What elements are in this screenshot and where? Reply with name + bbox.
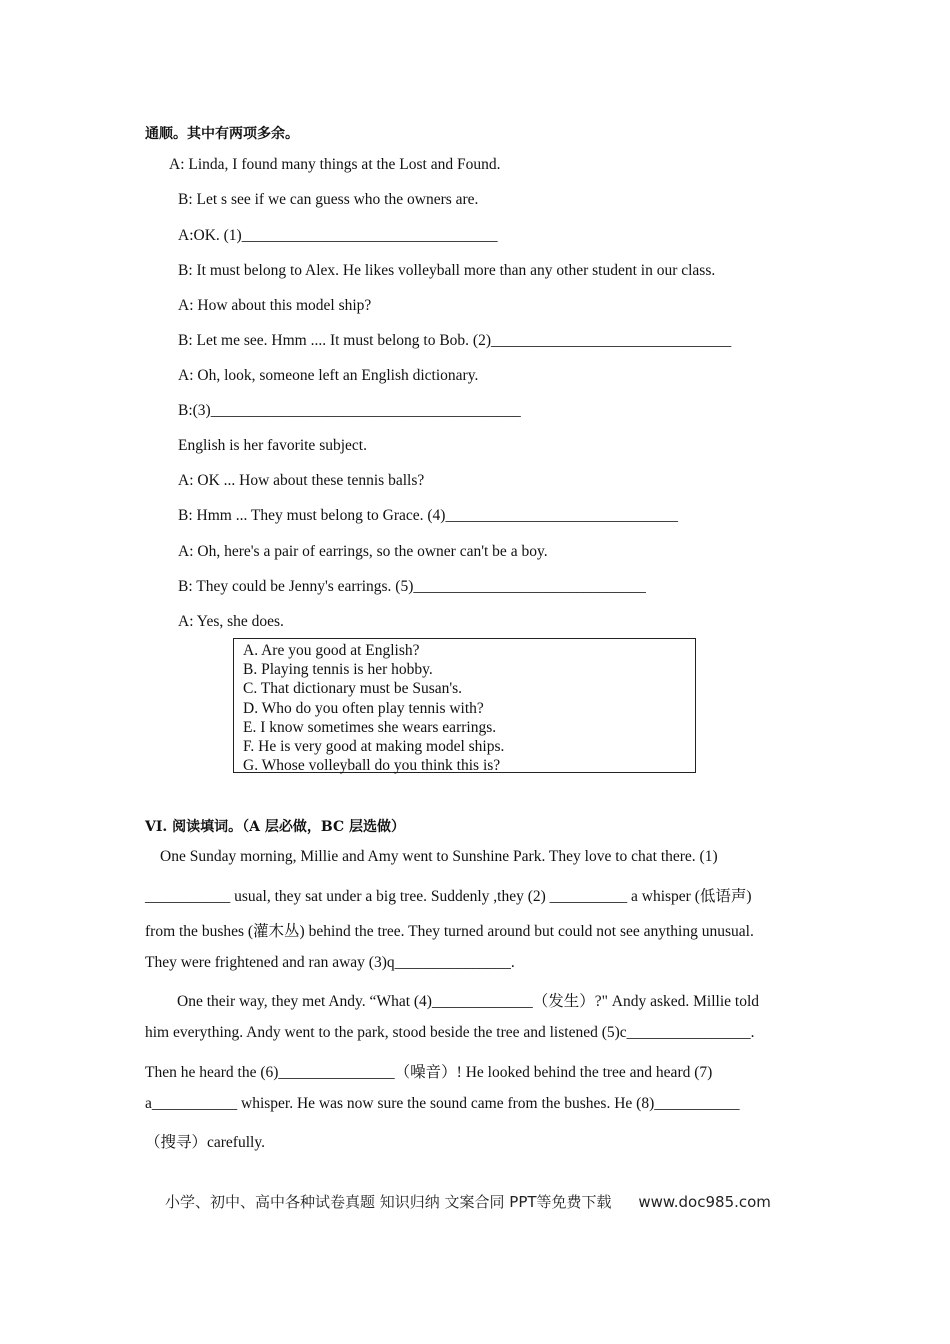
footer-url[interactable]: www.doc985.com	[638, 1193, 771, 1211]
option-d: D. Who do you often play tennis with?	[243, 699, 484, 717]
dialogue-line: A: Oh, look, someone left an English dictionary.	[178, 367, 479, 384]
option-f: F. He is very good at making model ships.	[243, 738, 505, 756]
dialogue-line: A:OK. (1)_________________________________	[178, 227, 498, 244]
passage-line: him everything. Andy went to the park, stood beside the tree and listened (5)c________________.	[145, 1024, 755, 1041]
dialogue-line: A: OK ... How about these tennis balls?	[178, 472, 425, 489]
option-g: G. Whose volleyball do you think this is?	[243, 757, 501, 775]
passage-line: One their way, they met Andy. “What (4)_____________（发生）?" Andy asked. Millie told	[177, 993, 760, 1010]
dialogue-line: B: Let s see if we can guess who the owners are.	[178, 191, 479, 208]
passage-line: They were frightened and ran away (3)q_______________.	[145, 954, 515, 971]
passage-line: a___________ whisper. He was now sure the sound came from the bushes. He (8)___________	[145, 1095, 740, 1112]
page-footer	[165, 1191, 771, 1212]
passage-line: ___________ usual, they sat under a big tree. Suddenly ,they (2) __________ a whisper (低语声)	[145, 888, 752, 905]
passage-line: Then he heard the (6)_______________（噪音）! He looked behind the tree and heard (7)	[145, 1064, 713, 1081]
options-box	[233, 638, 696, 773]
option-c: C. That dictionary must be Susan's.	[243, 680, 463, 698]
dialogue-line: A: Yes, she does.	[178, 613, 284, 630]
dialogue-line: English is her favorite subject.	[178, 437, 367, 454]
passage-line: from the bushes (灌木丛) behind the tree. They turned around but could not see anything unusual.	[145, 923, 754, 940]
option-a: A. Are you good at English?	[243, 642, 420, 659]
dialogue-line: B: Hmm ... They must belong to Grace. (4)______________________________	[178, 507, 678, 524]
dialogue-line: A: How about this model ship?	[178, 297, 372, 314]
footer-text: 小学、初中、高中各种试卷真题 知识归纳 文案合同 PPT等免费下载	[165, 1193, 612, 1211]
dialogue-line: B:(3)________________________________________	[178, 402, 521, 419]
dialogue-line: B: They could be Jenny's earrings. (5)______________________________	[178, 578, 646, 595]
passage-line: （搜寻）carefully.	[145, 1134, 265, 1151]
section-vi-title: VI. 阅读填词。（A 层必做，BC 层选做）	[145, 819, 406, 835]
passage-line: One Sunday morning, Millie and Amy went to Sunshine Park. They love to chat there. (1)	[160, 848, 718, 865]
dialogue-line: A: Linda, I found many things at the Lost and Found.	[169, 156, 501, 173]
dialogue-line: A: Oh, here's a pair of earrings, so the owner can't be a boy.	[178, 543, 548, 560]
section-intro-text: 通顺。其中有两项多余。	[145, 126, 299, 142]
option-e: E. I know sometimes she wears earrings.	[243, 718, 497, 736]
dialogue-line: B: Let me see. Hmm .... It must belong to Bob. (2)_______________________________	[178, 332, 732, 349]
dialogue-line: B: It must belong to Alex. He likes volleyball more than any other student in our class.	[178, 262, 716, 279]
option-b: B. Playing tennis is her hobby.	[243, 661, 433, 679]
